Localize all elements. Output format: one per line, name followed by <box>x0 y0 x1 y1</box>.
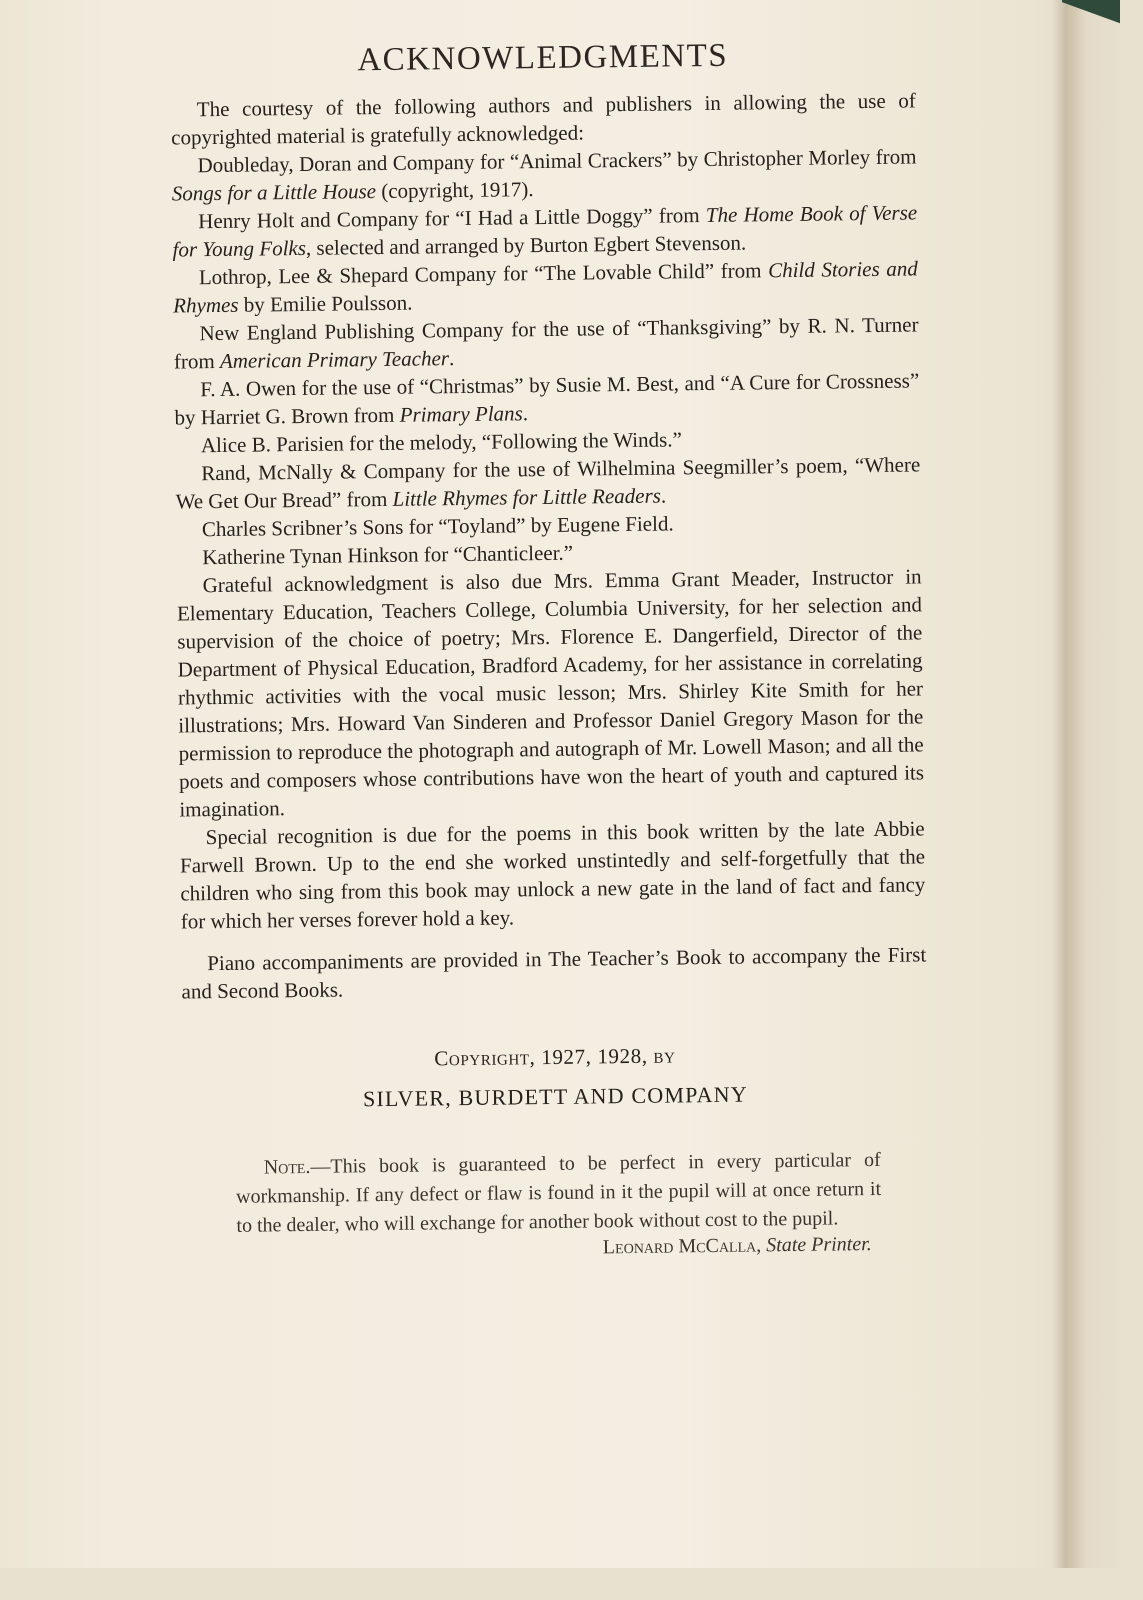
facing-page-edge <box>1066 0 1120 1568</box>
page-heading: ACKNOWLEDGMENTS <box>357 37 729 79</box>
book-cover-corner <box>1062 0 1120 30</box>
acknowledgment-paragraph: Doubleday, Doran and Company for “Animal Crackers” by Christopher Morley from Songs for a Little House (copyright, 1917). <box>171 144 917 206</box>
acknowledgment-paragraph: Special recognition is due for the poems in this book written by the late Abbie Farwell Brown. Up to the end she worked unstintedly and self-forgetfully that the children who sing from this book may unlock a new gate in the land of fact and fancy for which her verses forever hold a key. <box>179 816 926 934</box>
acknowledgment-paragraph: The courtesy of the following authors and publishers in allowing the use of copyrighted material is gratefully acknowledged: <box>171 88 916 150</box>
acknowledgment-list <box>171 86 926 935</box>
publisher-name: SILVER, BURDETT AND COMPANY <box>362 1081 748 1112</box>
work-title: American Primary Teacher <box>219 346 450 373</box>
page-content <box>170 35 930 1264</box>
acknowledgment-paragraph: Lothrop, Lee & Shepard Company for “The Lovable Child” from Child Stories and Rhymes by Emilie Poulsson. <box>173 256 918 318</box>
work-title: The Home Book of Verse for Young Folks <box>172 200 918 262</box>
work-title: Little Rhymes for Little Readers <box>392 483 662 511</box>
acknowledgment-paragraph: Charles Scribner’s Sons for “Toyland” by Eugene Field. <box>201 511 674 542</box>
copyright-line <box>182 1040 927 1074</box>
note-label: Note. <box>263 1155 311 1179</box>
acknowledgment-paragraph: New England Publishing Company for the use of “Thanksgiving” by R. N. Turner from American Primary Teacher. <box>173 312 919 374</box>
printer-title: State Printer. <box>766 1233 872 1257</box>
acknowledgment-paragraph: Henry Holt and Company for “I Had a Little Doggy” from The Home Book of Verse for Young Folks, selected and arranged by Burton Egbert Stevenson. <box>172 200 918 262</box>
printer-name: Leonard McCalla, <box>602 1234 762 1259</box>
acknowledgment-paragraph: Rand, McNally & Company for the use of Wilhelmina Seegmiller’s poem, “Where We Get Our Bread” from Little Rhymes for Little Readers. <box>175 452 921 514</box>
piano-note: Piano accompaniments are provided in The Teacher’s Book to accompany the First and Second Books. <box>181 942 927 1004</box>
acknowledgment-paragraph: F. A. Owen for the use of “Christmas” by Susie M. Best, and “A Cure for Crossness” by Harriet G. Brown from Primary Plans. <box>174 368 920 430</box>
acknowledgment-paragraph: Katherine Tynan Hinkson for “Chanticleer.” <box>202 540 574 570</box>
acknowledgment-paragraph: Alice B. Parisien for the melody, “Following the Winds.” <box>200 427 682 458</box>
copyright-text: Copyright, 1927, 1928, by <box>434 1043 676 1071</box>
note-text: —This book is guaranteed to be perfect in every particular of workmanship. If any defect or flaw is found in it the pupil will at once return it to the dealer, who will exchange for another book without cost to the pupil. <box>235 1148 882 1237</box>
work-title: Songs for a Little House <box>171 179 377 206</box>
acknowledgment-paragraph: Grateful acknowledgment is also due Mrs. Emma Grant Meader, Instructor in Elementary Education, Teachers College, Columbia University, for her selection and supervision of the choice of poetry; Mrs. Florence E. Dangerfield, Director of the Department of Physical Education, Bradford Academy, for her assistance in correlating rhythmic activities with the vocal music lesson; Mrs. Shirley Kite Smith for her illustrations; Mrs. Howard Van Sinderen and Professor Daniel Gregory Mason for the permission to reproduce the photograph and autograph of Mr. Lowell Mason; and all the poets and composers whose contributions have won the heart of youth and captured its imagination. <box>176 564 925 822</box>
work-title: Child Stories and Rhymes <box>173 256 918 318</box>
work-title: Primary Plans <box>399 401 523 427</box>
guarantee-note <box>236 1146 882 1241</box>
